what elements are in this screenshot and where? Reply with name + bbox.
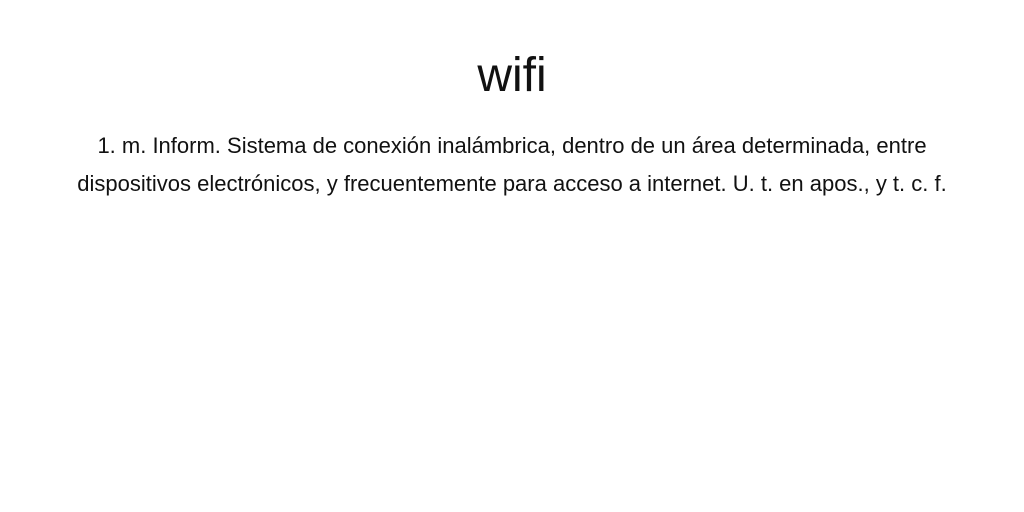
entry-headword: wifi xyxy=(477,49,547,102)
entry-definition: 1. m. Inform. Sistema de conexión inalámbrica, dentro de un área determinada, entre dispositivos electrónicos, y frecuentemente para acceso a internet. U. t. en apos., y t. c. f. xyxy=(77,133,947,196)
